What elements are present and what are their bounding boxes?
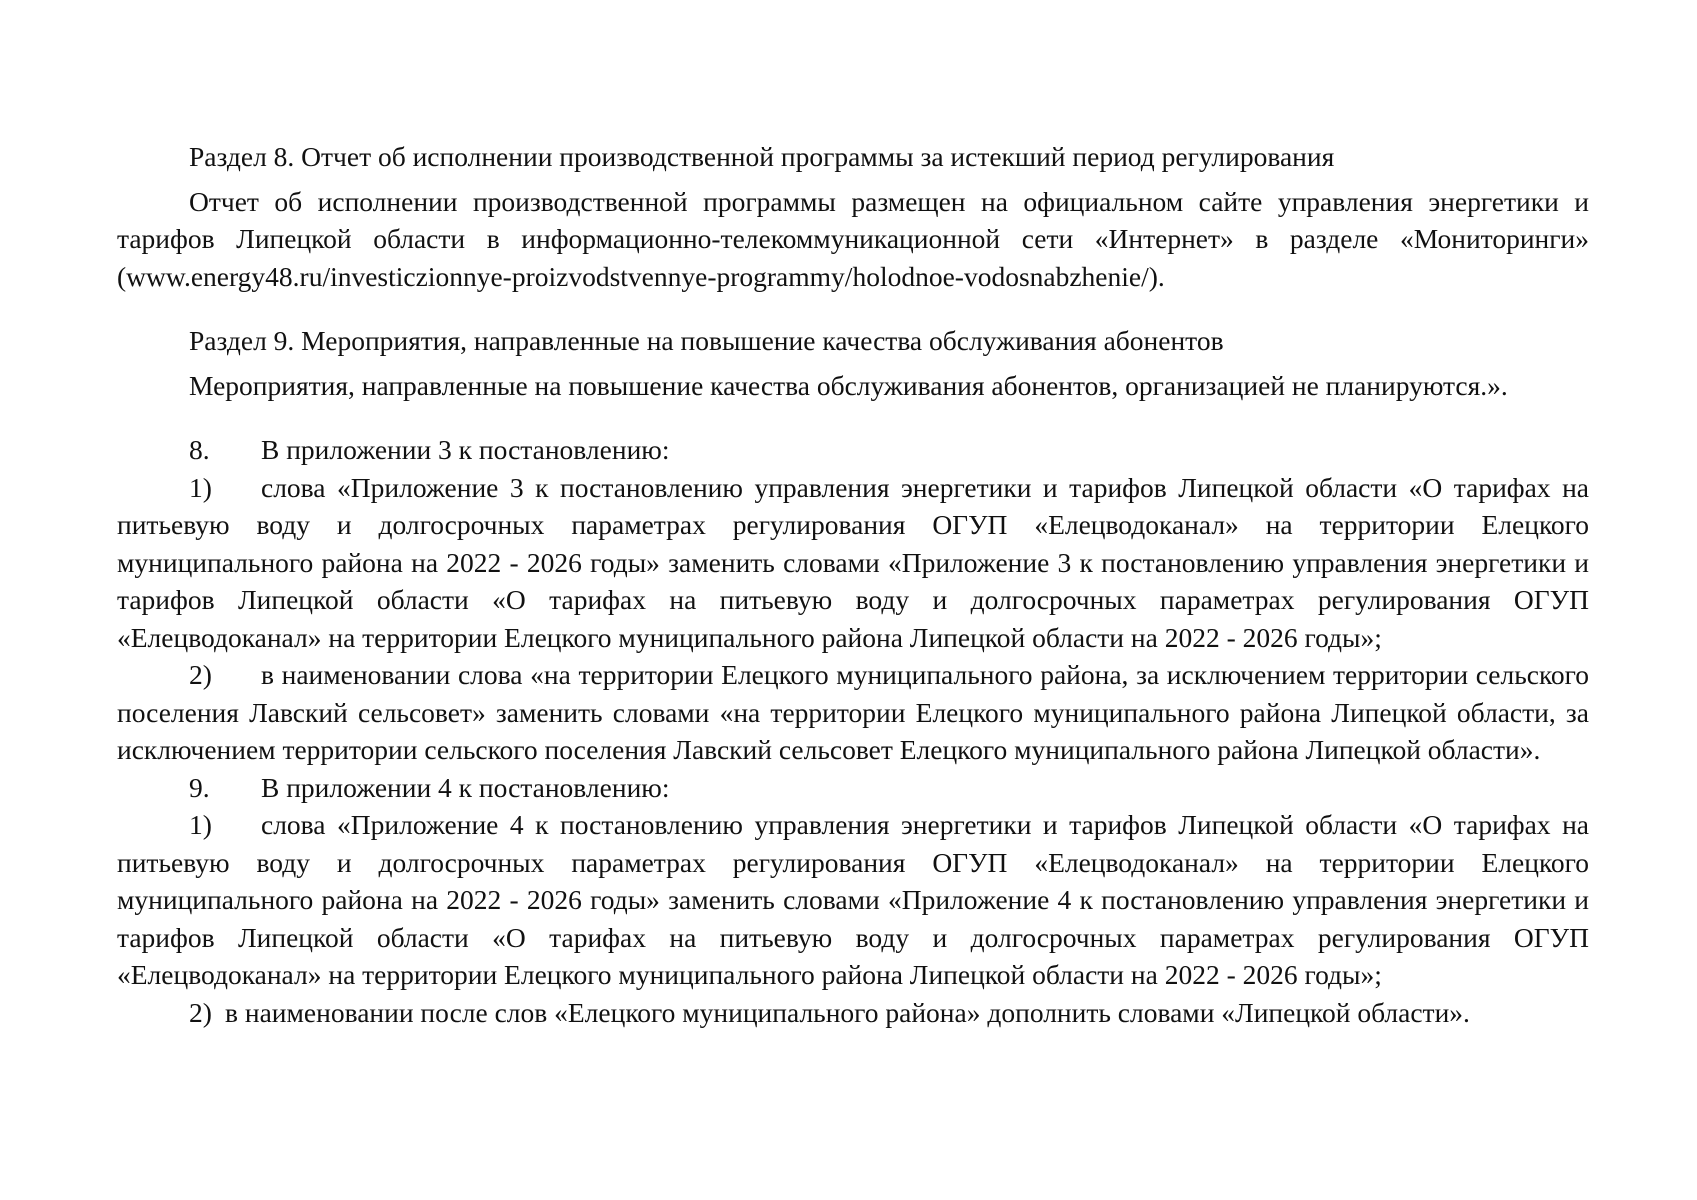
document-page [117,138,1589,1031]
item-9-subitem-2-number: 2) [189,996,212,1028]
item-8-subitem-1-number: 1) [189,471,212,503]
item-8 [117,431,1589,469]
item-9-subitem-2 [117,994,1589,1032]
item-9 [117,769,1589,807]
item-9-subitem-1-text: слова «Приложение 4 к постановлению управления энергетики и тарифов Липецкой области «О тарифах на питьевую воду и долгосрочных параметрах регулирования ОГУП «Елецводоканал» на территории Елецкого муниципального района на 2022 - 2026 годы» заменить словами «Приложение 4 к постановлению управления энергетики и тарифов Липецкой области «О тарифах на питьевую воду и долгосрочных параметрах регулирования ОГУП «Елецводоканал» на территории Елецкого муниципального района Липецкой области на 2022 - 2026 годы»; [117,809,1589,990]
item-8-subitem-2-number: 2) [189,659,212,690]
item-8-subitem-1 [117,469,1589,657]
item-8-number: 8. [189,434,210,465]
section-9-paragraph: Мероприятия, направленные на повышение качества обслуживания абонентов, организацией не планируются.». [189,369,1508,401]
item-9-subitem-1-number: 1) [189,809,212,840]
item-9-subitem-2-text: в наименовании после слов «Елецкого муниципального района» дополнить словами «Липецкой области». [225,996,1470,1028]
item-9-number: 9. [189,771,210,803]
monitoring-link[interactable]: www.energy48.ru/investiczionnye-proizvodstvennye-programmy/holodnoe-vodosnabzhenie/ [126,260,1149,292]
item-9-subitem-1 [117,806,1589,994]
item-8-subitem-2-text: в наименовании слова «на территории Елецкого муниципального района, за исключением территории сельского поселения Лавский сельсовет» заменить словами «на территории Елецкого муниципального района Липецкой области, за исключением территории сельского поселения Лавский сельсовет Елецкого муниципального района Липецкой области». [117,659,1589,765]
section-8-text-end: ). [1148,260,1165,292]
item-9-text: В приложении 4 к постановлению: [261,771,670,803]
section-8-heading: Раздел 8. Отчет об исполнении производственной программы за истекший период регулирования [189,141,1335,172]
section-8-text: Отчет об исполнении производственной программы размещен на официальном сайте управления энергетики и тарифов Липецкой области в информационно-телекоммуникационной сети «Интернет» в разделе «Мониторинги» ( [117,185,1589,292]
item-8-text: В приложении 3 к постановлению: [261,434,670,465]
section-8-paragraph [117,183,1589,296]
item-8-subitem-1-text: слова «Приложение 3 к постановлению управления энергетики и тарифов Липецкой области «О тарифах на питьевую воду и долгосрочных параметрах регулирования ОГУП «Елецводоканал» на территории Елецкого муниципального района на 2022 - 2026 годы» заменить словами «Приложение 3 к постановлению управления энергетики и тарифов Липецкой области «О тарифах на питьевую воду и долгосрочных параметрах регулирования ОГУП «Елецводоканал» на территории Елецкого муниципального района Липецкой области на 2022 - 2026 годы»; [117,471,1589,653]
item-8-subitem-2 [117,656,1589,769]
section-9-heading: Раздел 9. Мероприятия, направленные на повышение качества обслуживания абонентов [189,325,1224,356]
